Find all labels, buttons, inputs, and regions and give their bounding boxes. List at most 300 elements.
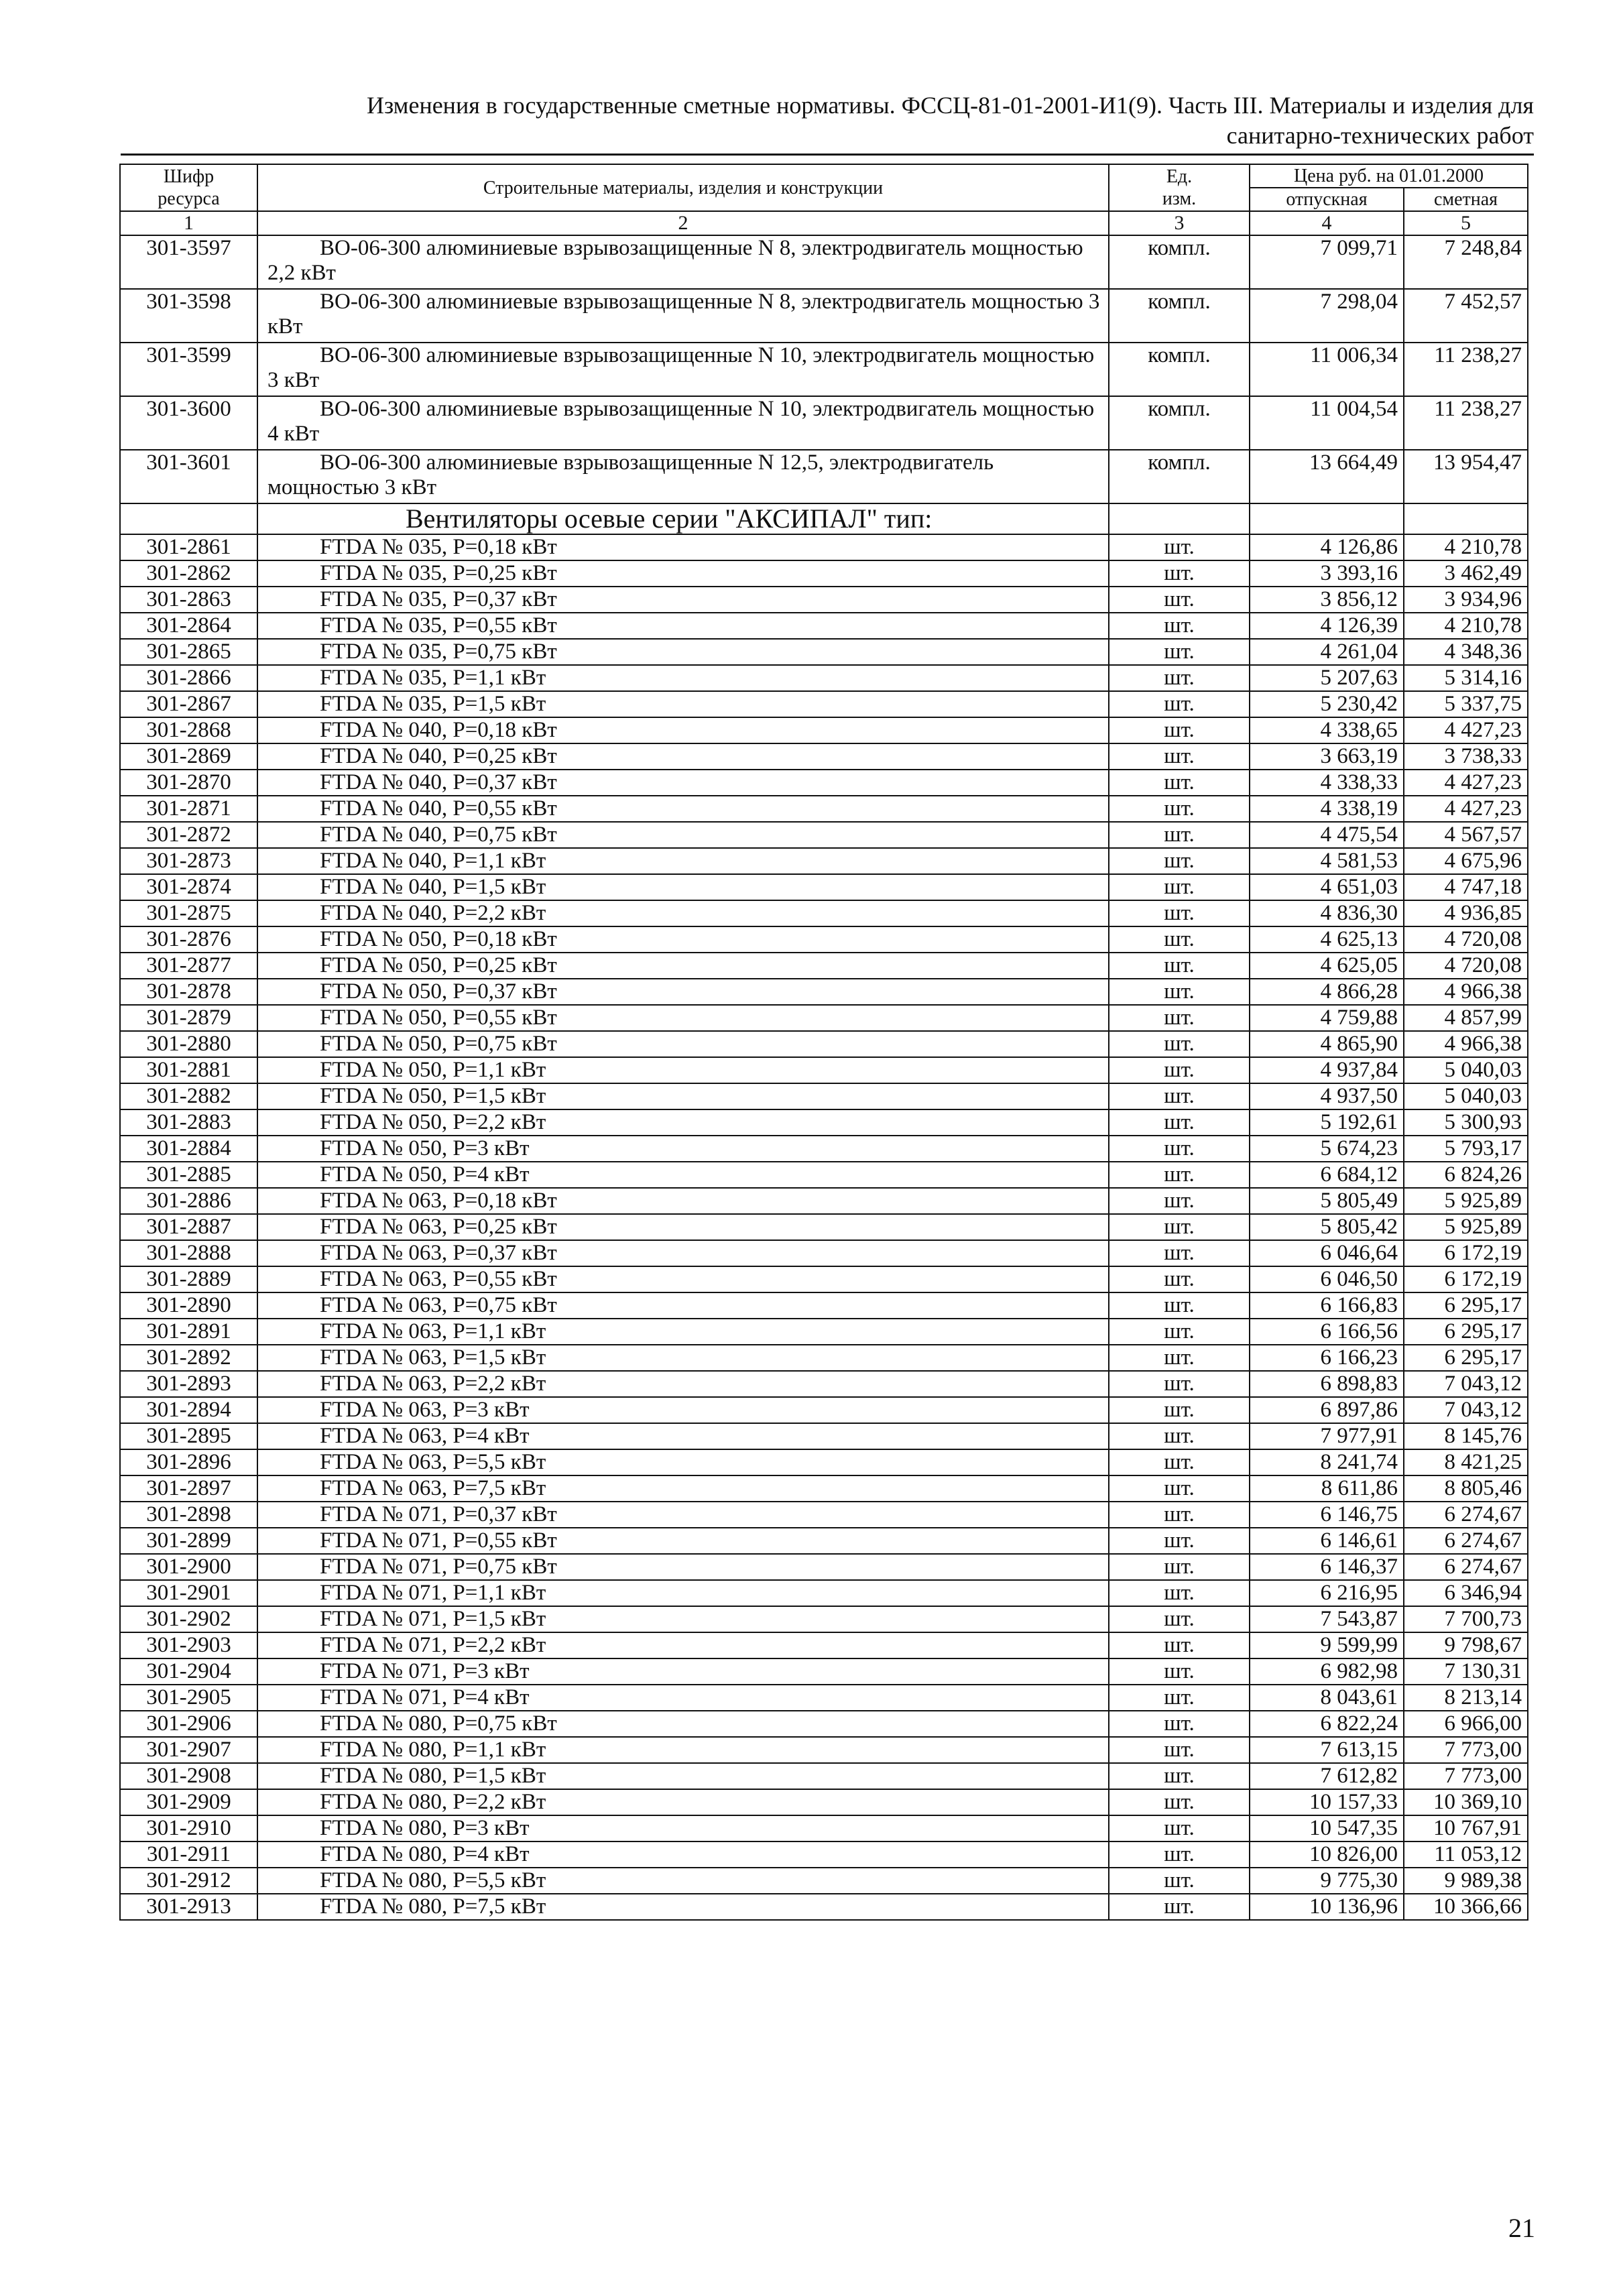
price-estimate: 4 567,57 (1404, 822, 1528, 848)
material-name-cell (257, 822, 1109, 848)
material-name-cell (257, 1214, 1109, 1240)
unit: шт. (1109, 1580, 1250, 1606)
price-release: 3 856,12 (1250, 587, 1404, 613)
material-name: FTDA № 063, P=1,5 кВт (320, 1345, 546, 1370)
material-name-cell (257, 953, 1109, 979)
price-release: 4 338,33 (1250, 770, 1404, 796)
material-name-cell (257, 848, 1109, 874)
table-row (120, 1894, 1528, 1920)
material-name: FTDA № 035, P=0,55 кВт (320, 613, 557, 638)
material-name-cell (257, 1711, 1109, 1737)
table-row (120, 1188, 1528, 1214)
unit: шт. (1109, 1397, 1250, 1423)
material-name: FTDA № 063, P=3 кВт (320, 1398, 530, 1422)
table-row (120, 874, 1528, 900)
material-name-cell (257, 665, 1109, 691)
unit: шт. (1109, 979, 1250, 1005)
material-name-cell (257, 1502, 1109, 1528)
price-estimate: 8 145,76 (1404, 1423, 1528, 1449)
material-name-cell (257, 874, 1109, 900)
price-estimate: 8 421,25 (1404, 1449, 1528, 1475)
resource-code: 301-3599 (120, 343, 257, 396)
table-row (120, 613, 1528, 639)
price-release: 4 475,54 (1250, 822, 1404, 848)
table-row (120, 717, 1528, 743)
resource-code: 301-2870 (120, 770, 257, 796)
material-name-cell (257, 1763, 1109, 1789)
price-release: 5 805,49 (1250, 1188, 1404, 1214)
unit: шт. (1109, 1083, 1250, 1109)
price-release: 4 625,13 (1250, 926, 1404, 953)
price-release: 8 241,74 (1250, 1449, 1404, 1475)
unit: шт. (1109, 1528, 1250, 1554)
price-estimate: 8 805,46 (1404, 1475, 1528, 1502)
price-release: 8 611,86 (1250, 1475, 1404, 1502)
resource-code: 301-2887 (120, 1214, 257, 1240)
price-release: 11 006,34 (1250, 343, 1404, 396)
unit: компл. (1109, 343, 1250, 396)
table-row (120, 900, 1528, 926)
price-estimate: 4 427,23 (1404, 796, 1528, 822)
unit: шт. (1109, 691, 1250, 717)
unit: шт. (1109, 1763, 1250, 1789)
section-unit-cell (1109, 503, 1250, 534)
price-table-body (120, 164, 1528, 1920)
material-name: FTDA № 080, P=1,5 кВт (320, 1764, 546, 1788)
material-name: FTDA № 063, P=1,1 кВт (320, 1319, 546, 1343)
table-row (120, 343, 1528, 396)
unit: шт. (1109, 1789, 1250, 1815)
material-name: FTDA № 080, P=0,75 кВт (320, 1711, 557, 1736)
material-name: FTDA № 040, P=0,37 кВт (320, 770, 557, 794)
header-price-group: Цена руб. на 01.01.2000 (1250, 164, 1528, 188)
material-name: FTDA № 035, P=0,37 кВт (320, 587, 557, 611)
price-release: 4 759,88 (1250, 1005, 1404, 1031)
unit: шт. (1109, 534, 1250, 560)
material-name: FTDA № 050, P=1,5 кВт (320, 1084, 546, 1108)
price-estimate: 3 462,49 (1404, 560, 1528, 587)
header-unit-line-2: изм. (1162, 188, 1197, 209)
material-name: FTDA № 035, P=0,18 кВт (320, 535, 557, 559)
material-name: FTDA № 063, P=0,25 кВт (320, 1215, 557, 1239)
resource-code: 301-2893 (120, 1371, 257, 1397)
material-name-cell (257, 1162, 1109, 1188)
material-name-cell (257, 587, 1109, 613)
resource-code: 301-2862 (120, 560, 257, 587)
unit: шт. (1109, 1737, 1250, 1763)
price-release: 4 338,19 (1250, 796, 1404, 822)
material-name-cell (257, 743, 1109, 770)
resource-code: 301-2889 (120, 1266, 257, 1292)
unit: шт. (1109, 1815, 1250, 1841)
material-name-cell (257, 1868, 1109, 1894)
price-release: 4 865,90 (1250, 1031, 1404, 1057)
material-name-cell (257, 1632, 1109, 1658)
material-name: FTDA № 063, P=0,18 кВт (320, 1189, 557, 1213)
price-release: 4 651,03 (1250, 874, 1404, 900)
price-release: 6 146,61 (1250, 1528, 1404, 1554)
unit: шт. (1109, 1423, 1250, 1449)
material-name: FTDA № 035, P=1,5 кВт (320, 692, 546, 716)
price-release: 4 625,05 (1250, 953, 1404, 979)
price-estimate: 4 427,23 (1404, 717, 1528, 743)
table-row (120, 1109, 1528, 1136)
price-release: 3 393,16 (1250, 560, 1404, 587)
material-name-cell (257, 717, 1109, 743)
unit: шт. (1109, 1868, 1250, 1894)
resource-code: 301-2874 (120, 874, 257, 900)
resource-code: 301-2882 (120, 1083, 257, 1109)
page-title-line-1: Изменения в государственные сметные нормативы. ФССЦ-81-01-2001-И1(9). Часть III. Материалы и изделия для (366, 92, 1534, 119)
material-name: FTDA № 050, P=0,25 кВт (320, 953, 557, 977)
material-name: FTDA № 080, P=3 кВт (320, 1816, 530, 1840)
unit: шт. (1109, 560, 1250, 587)
table-row (120, 796, 1528, 822)
material-name: FTDA № 071, P=2,2 кВт (320, 1633, 546, 1657)
price-estimate: 5 040,03 (1404, 1057, 1528, 1083)
resource-code: 301-2907 (120, 1737, 257, 1763)
material-name: FTDA № 050, P=0,18 кВт (320, 927, 557, 951)
table-row (120, 1240, 1528, 1266)
material-name: FTDA № 071, P=4 кВт (320, 1685, 530, 1709)
material-name: ВО-06-300 алюминиевые взрывозащищенные N 10, электродвигатель мощностью 4 кВт (267, 397, 1095, 446)
header-price-release: отпускная (1250, 188, 1404, 211)
material-name-cell (257, 1240, 1109, 1266)
table-row (120, 1737, 1528, 1763)
material-name: FTDA № 063, P=0,37 кВт (320, 1241, 557, 1265)
price-estimate: 6 172,19 (1404, 1240, 1528, 1266)
unit: компл. (1109, 235, 1250, 289)
resource-code: 301-2877 (120, 953, 257, 979)
table-row (120, 1554, 1528, 1580)
price-release: 8 043,61 (1250, 1685, 1404, 1711)
material-name: FTDA № 071, P=1,1 кВт (320, 1581, 546, 1605)
header-code-line-2: ресурса (158, 188, 220, 209)
table-row (120, 1031, 1528, 1057)
table-row (120, 1266, 1528, 1292)
price-release: 6 166,83 (1250, 1292, 1404, 1319)
resource-code: 301-2891 (120, 1319, 257, 1345)
table-row (120, 396, 1528, 450)
price-release: 6 046,64 (1250, 1240, 1404, 1266)
unit: шт. (1109, 1554, 1250, 1580)
unit: шт. (1109, 1449, 1250, 1475)
material-name-cell (257, 1345, 1109, 1371)
price-estimate: 6 172,19 (1404, 1266, 1528, 1292)
price-estimate: 5 300,93 (1404, 1109, 1528, 1136)
price-release: 7 543,87 (1250, 1606, 1404, 1632)
resource-code: 301-2911 (120, 1841, 257, 1868)
resource-code: 301-2908 (120, 1763, 257, 1789)
header-name: Строительные материалы, изделия и конструкции (257, 164, 1109, 211)
resource-code: 301-2890 (120, 1292, 257, 1319)
material-name: FTDA № 050, P=1,1 кВт (320, 1058, 546, 1082)
resource-code: 301-2863 (120, 587, 257, 613)
resource-code: 301-2902 (120, 1606, 257, 1632)
material-name-cell (257, 926, 1109, 953)
price-estimate: 7 043,12 (1404, 1371, 1528, 1397)
table-row (120, 1345, 1528, 1371)
material-name: FTDA № 080, P=2,2 кВт (320, 1790, 546, 1814)
price-estimate: 6 274,67 (1404, 1502, 1528, 1528)
table-row (120, 639, 1528, 665)
table-row (120, 665, 1528, 691)
unit: шт. (1109, 1005, 1250, 1031)
material-name: FTDA № 040, P=2,2 кВт (320, 901, 546, 925)
unit: шт. (1109, 1658, 1250, 1685)
price-estimate: 5 040,03 (1404, 1083, 1528, 1109)
material-name: ВО-06-300 алюминиевые взрывозащищенные N 8, электродвигатель мощностью 2,2 кВт (267, 236, 1083, 285)
resource-code: 301-2885 (120, 1162, 257, 1188)
price-estimate: 13 954,47 (1404, 450, 1528, 503)
table-row (120, 1763, 1528, 1789)
title-divider (121, 154, 1534, 156)
table-row (120, 235, 1528, 289)
material-name-cell (257, 235, 1109, 289)
unit: шт. (1109, 1841, 1250, 1868)
price-release: 10 826,00 (1250, 1841, 1404, 1868)
unit: шт. (1109, 796, 1250, 822)
resource-code: 301-3600 (120, 396, 257, 450)
price-release: 7 612,82 (1250, 1763, 1404, 1789)
price-release: 9 775,30 (1250, 1868, 1404, 1894)
price-estimate: 4 936,85 (1404, 900, 1528, 926)
price-release: 6 982,98 (1250, 1658, 1404, 1685)
price-estimate: 7 043,12 (1404, 1397, 1528, 1423)
material-name-cell (257, 1841, 1109, 1868)
resource-code: 301-2873 (120, 848, 257, 874)
price-release: 10 157,33 (1250, 1789, 1404, 1815)
resource-code: 301-2869 (120, 743, 257, 770)
resource-code: 301-2865 (120, 639, 257, 665)
price-release: 6 897,86 (1250, 1397, 1404, 1423)
price-release: 4 937,50 (1250, 1083, 1404, 1109)
material-name-cell (257, 1319, 1109, 1345)
material-name: FTDA № 071, P=3 кВт (320, 1659, 530, 1683)
material-name-cell (257, 639, 1109, 665)
price-estimate: 11 053,12 (1404, 1841, 1528, 1868)
table-row (120, 1162, 1528, 1188)
price-estimate: 4 427,23 (1404, 770, 1528, 796)
page-number: 21 (1508, 2213, 1535, 2243)
table-row (120, 953, 1528, 979)
table-row (120, 770, 1528, 796)
price-release: 6 822,24 (1250, 1711, 1404, 1737)
table-row (120, 1580, 1528, 1606)
resource-code: 301-2910 (120, 1815, 257, 1841)
resource-code: 301-2866 (120, 665, 257, 691)
material-name: FTDA № 040, P=1,1 кВт (320, 849, 546, 873)
price-release: 6 146,37 (1250, 1554, 1404, 1580)
column-number: 5 (1404, 211, 1528, 235)
table-row (120, 1423, 1528, 1449)
material-name: FTDA № 050, P=0,75 кВт (320, 1032, 557, 1056)
price-release: 13 664,49 (1250, 450, 1404, 503)
material-name: FTDA № 071, P=0,55 кВт (320, 1528, 557, 1553)
unit: шт. (1109, 1632, 1250, 1658)
material-name: FTDA № 063, P=4 кВт (320, 1424, 530, 1448)
material-name: FTDA № 063, P=5,5 кВт (320, 1450, 546, 1474)
material-name-cell (257, 1188, 1109, 1214)
price-release: 9 599,99 (1250, 1632, 1404, 1658)
price-release: 6 684,12 (1250, 1162, 1404, 1188)
material-name: FTDA № 080, P=7,5 кВт (320, 1894, 546, 1919)
price-estimate: 4 348,36 (1404, 639, 1528, 665)
price-estimate: 4 675,96 (1404, 848, 1528, 874)
price-release: 5 674,23 (1250, 1136, 1404, 1162)
resource-code: 301-2878 (120, 979, 257, 1005)
material-name: FTDA № 050, P=4 кВт (320, 1162, 530, 1187)
table-row (120, 1292, 1528, 1319)
section-code-cell (120, 503, 257, 534)
unit: шт. (1109, 639, 1250, 665)
material-name: FTDA № 080, P=5,5 кВт (320, 1868, 546, 1892)
table-row (120, 1449, 1528, 1475)
price-release: 10 547,35 (1250, 1815, 1404, 1841)
resource-code: 301-2899 (120, 1528, 257, 1554)
table-row (120, 1711, 1528, 1737)
price-estimate: 11 238,27 (1404, 343, 1528, 396)
material-name-cell (257, 450, 1109, 503)
resource-code: 301-2871 (120, 796, 257, 822)
material-name-cell (257, 796, 1109, 822)
unit: шт. (1109, 1606, 1250, 1632)
price-estimate: 4 210,78 (1404, 534, 1528, 560)
price-estimate: 4 720,08 (1404, 953, 1528, 979)
table-row (120, 1528, 1528, 1554)
resource-code: 301-2894 (120, 1397, 257, 1423)
price-estimate: 4 966,38 (1404, 979, 1528, 1005)
table-row (120, 1841, 1528, 1868)
unit: компл. (1109, 289, 1250, 343)
unit: шт. (1109, 1188, 1250, 1214)
resource-code: 301-2901 (120, 1580, 257, 1606)
unit: шт. (1109, 770, 1250, 796)
price-release: 5 207,63 (1250, 665, 1404, 691)
table-row (120, 1868, 1528, 1894)
unit: компл. (1109, 396, 1250, 450)
material-name: FTDA № 071, P=0,75 кВт (320, 1555, 557, 1579)
material-name: FTDA № 063, P=0,55 кВт (320, 1267, 557, 1291)
resource-code: 301-2913 (120, 1894, 257, 1920)
material-name: FTDA № 040, P=0,75 кВт (320, 823, 557, 847)
price-release: 10 136,96 (1250, 1894, 1404, 1920)
price-estimate: 4 857,99 (1404, 1005, 1528, 1031)
unit: шт. (1109, 1136, 1250, 1162)
table-row (120, 1136, 1528, 1162)
resource-code: 301-2881 (120, 1057, 257, 1083)
material-name-cell (257, 1815, 1109, 1841)
price-estimate: 6 274,67 (1404, 1554, 1528, 1580)
price-release: 7 099,71 (1250, 235, 1404, 289)
header-code-line-1: Шифр (163, 166, 215, 187)
material-name-cell (257, 1423, 1109, 1449)
resource-code: 301-2875 (120, 900, 257, 926)
material-name-cell (257, 343, 1109, 396)
material-name-cell (257, 534, 1109, 560)
table-row (120, 1789, 1528, 1815)
material-name: FTDA № 035, P=0,75 кВт (320, 640, 557, 664)
resource-code: 301-2904 (120, 1658, 257, 1685)
material-name: FTDA № 071, P=0,37 кВт (320, 1502, 557, 1526)
table-row (120, 587, 1528, 613)
unit: шт. (1109, 1292, 1250, 1319)
resource-code: 301-2872 (120, 822, 257, 848)
price-release: 4 126,86 (1250, 534, 1404, 560)
price-release: 3 663,19 (1250, 743, 1404, 770)
price-estimate: 7 248,84 (1404, 235, 1528, 289)
unit: шт. (1109, 1266, 1250, 1292)
material-name: FTDA № 035, P=0,25 кВт (320, 561, 557, 585)
resource-code: 301-2883 (120, 1109, 257, 1136)
price-estimate: 4 747,18 (1404, 874, 1528, 900)
price-estimate: 8 213,14 (1404, 1685, 1528, 1711)
resource-code: 301-2905 (120, 1685, 257, 1711)
unit: шт. (1109, 1345, 1250, 1371)
material-name-cell (257, 1685, 1109, 1711)
price-estimate: 7 130,31 (1404, 1658, 1528, 1685)
unit: шт. (1109, 1214, 1250, 1240)
price-release: 4 836,30 (1250, 900, 1404, 926)
price-release: 6 046,50 (1250, 1266, 1404, 1292)
material-name-cell (257, 1789, 1109, 1815)
material-name: FTDA № 071, P=1,5 кВт (320, 1607, 546, 1631)
material-name-cell (257, 1894, 1109, 1920)
price-estimate: 7 773,00 (1404, 1737, 1528, 1763)
table-row (120, 289, 1528, 343)
unit: шт. (1109, 1711, 1250, 1737)
table-row (120, 560, 1528, 587)
resource-code: 301-2898 (120, 1502, 257, 1528)
table-row (120, 1815, 1528, 1841)
section-price-cell (1404, 503, 1528, 534)
price-estimate: 6 295,17 (1404, 1319, 1528, 1345)
table-row (120, 1685, 1528, 1711)
price-release: 6 898,83 (1250, 1371, 1404, 1397)
price-release: 4 866,28 (1250, 979, 1404, 1005)
resource-code: 301-2864 (120, 613, 257, 639)
page-title (121, 90, 1534, 151)
unit: шт. (1109, 848, 1250, 874)
table-row (120, 1005, 1528, 1031)
resource-code: 301-2879 (120, 1005, 257, 1031)
resource-code: 301-2906 (120, 1711, 257, 1737)
material-name-cell (257, 1397, 1109, 1423)
material-name-cell (257, 1031, 1109, 1057)
material-name-cell (257, 1580, 1109, 1606)
resource-code: 301-2909 (120, 1789, 257, 1815)
section-title: Вентиляторы осевые серии "АКСИПАЛ" тип: (257, 503, 1109, 534)
material-name-cell (257, 1658, 1109, 1685)
price-estimate: 4 966,38 (1404, 1031, 1528, 1057)
unit: шт. (1109, 900, 1250, 926)
resource-code: 301-2867 (120, 691, 257, 717)
material-name: FTDA № 050, P=0,37 кВт (320, 979, 557, 1004)
material-name-cell (257, 691, 1109, 717)
unit: шт. (1109, 1240, 1250, 1266)
unit: шт. (1109, 1475, 1250, 1502)
price-estimate: 6 295,17 (1404, 1292, 1528, 1319)
material-name-cell (257, 396, 1109, 450)
price-release: 5 230,42 (1250, 691, 1404, 717)
unit: шт. (1109, 1371, 1250, 1397)
material-name-cell (257, 613, 1109, 639)
price-estimate: 6 274,67 (1404, 1528, 1528, 1554)
price-release: 4 937,84 (1250, 1057, 1404, 1083)
price-release: 7 977,91 (1250, 1423, 1404, 1449)
unit: шт. (1109, 665, 1250, 691)
unit: шт. (1109, 743, 1250, 770)
